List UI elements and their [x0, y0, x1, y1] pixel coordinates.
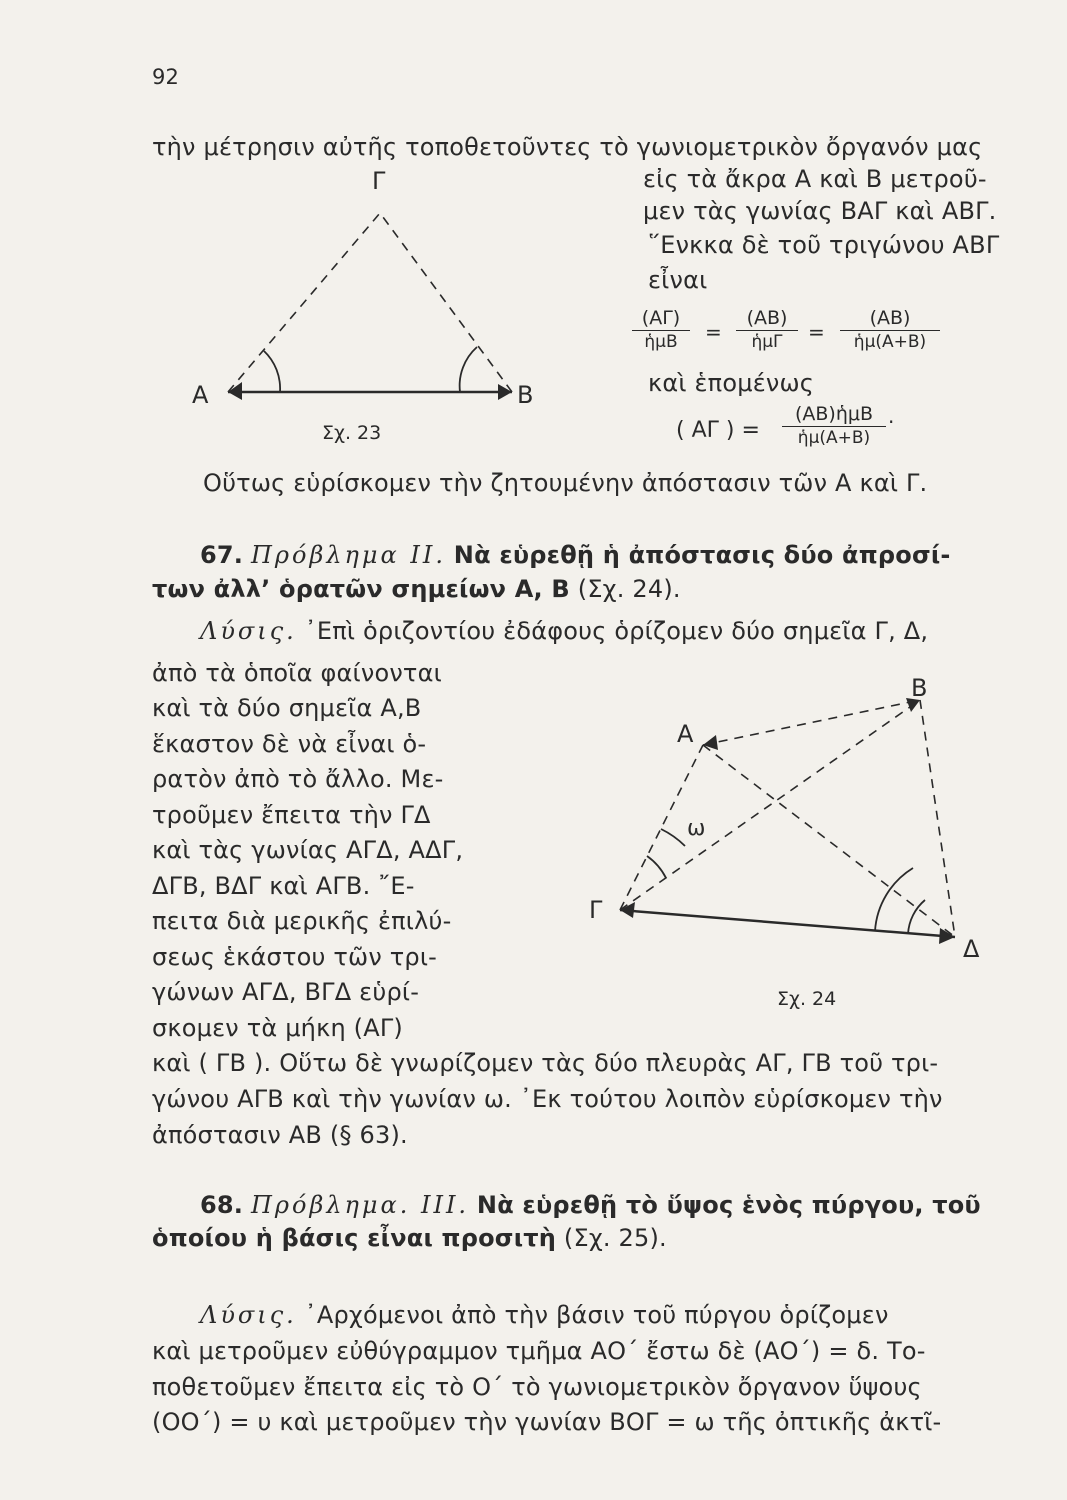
denominator: ἡμ(Α+Β) [797, 428, 871, 448]
paragraph-line: γώνων ΑΓΔ, ΒΓΔ εὑρί- [152, 978, 420, 1006]
numerator: (ΑΒ)ἡμΒ [782, 402, 886, 427]
point-label-g: Γ [589, 896, 603, 924]
problem-title: Νὰ εὑρεθῇ ἡ ἀπόστασις δύο ἀπροσί- [453, 541, 951, 569]
denominator: ἡμΒ [644, 332, 678, 352]
arrow-head-a [703, 735, 718, 750]
numerator: (ΑΓ) [632, 306, 690, 331]
paragraph-line: σκομεν τὰ μήκη (ΑΓ) [152, 1014, 403, 1042]
vertex-label-gamma: Γ [372, 167, 386, 195]
paragraph-line: καὶ ἑπομένως [648, 369, 815, 397]
fraction [736, 306, 798, 353]
paragraph-line: σεως ἑκάστου τῶν τρι- [152, 943, 438, 971]
angle-arc-b [460, 347, 477, 392]
arrow-head-b [498, 384, 512, 400]
paragraph-line: ρατὸν ἀπὸ τὸ ἄλλο. Με- [152, 765, 444, 793]
paragraph-line: ποθετοῦμεν ἔπειτα εἰς τὸ Ο΄ τὸ γωνιομετρικὸν ὄργανον ὕψους [152, 1373, 922, 1401]
paragraph-line: γώνου ΑΓΒ καὶ τὴν γωνίαν ω. ᾿Εκ τούτου λοιπὸν εὑρίσκομεν τὴν [152, 1085, 943, 1113]
angle-arc-d-outer [875, 868, 913, 931]
figure-caption: Σχ. 24 [777, 988, 837, 1010]
arrow-head-a [228, 382, 242, 400]
vertex-label-b: Β [517, 381, 534, 409]
figure-23 [180, 165, 560, 450]
paragraph-line: μεν τὰς γωνίας ΒΑΓ καὶ ΑΒΓ. [643, 197, 997, 225]
paragraph-line: Οὕτως εὑρίσκομεν τὴν ζητουμένην ἀπόστασιν τῶν Α καὶ Γ. [203, 469, 928, 497]
equation-lhs: ( ΑΓ ) = [676, 418, 760, 443]
denominator: ἡμ(Α+Β) [853, 332, 927, 352]
numerator: (ΑΒ) [840, 306, 940, 331]
point-label-a: Α [677, 720, 694, 748]
base-line-gd [620, 910, 955, 937]
vertex-label-a: Α [192, 381, 209, 409]
dashed-side-ag [228, 213, 380, 392]
paragraph-line: καὶ τὰς γωνίας ΑΓΔ, ΑΔΓ, [152, 836, 464, 864]
problem-heading [200, 540, 951, 570]
fraction [782, 402, 886, 449]
figure-caption: Σχ. 23 [322, 422, 382, 444]
paragraph-line: ῞Ενκκα δὲ τοῦ τριγώνου ΑΒΓ [648, 231, 1000, 259]
paragraph-line: πειτα διὰ μερικῆς ἐπιλύ- [152, 907, 452, 935]
point-label-d: Δ [963, 935, 980, 963]
problem-label: Πρόβλημα. ΙΙΙ. [250, 1191, 470, 1219]
paragraph-line: ἀπὸ τὰ ὁποῖα φαίνονται [152, 659, 442, 687]
solution-label: Λύσις. [200, 617, 297, 645]
paragraph-line: καὶ τὰ δύο σημεῖα Α,Β [152, 694, 422, 722]
paragraph-line: τροῦμεν ἔπειτα τὴν ΓΔ [152, 801, 431, 829]
equals-sign: = [705, 320, 722, 344]
problem-heading-cont [152, 574, 681, 604]
angle-arc-gamma [647, 856, 666, 878]
paragraph-line: (ΟΟ΄) = υ καὶ μετροῦμεν τὴν γωνίαν ΒΟΓ = ω τῆς ὀπτικῆς ἀκτῖ- [152, 1408, 942, 1436]
paragraph-line: ΔΓΒ, ΒΔΓ καὶ ΑΓΒ. ῎Ε- [152, 872, 415, 900]
dashed-line-bd [920, 700, 955, 937]
numerator: (ΑΒ) [736, 306, 798, 331]
solution-text: ᾿Επὶ ὁριζοντίου ἐδάφους ὁρίζομεν δύο σημεῖα Γ, Δ, [304, 617, 929, 645]
paragraph-line: ἕκαστον δὲ νὰ εἶναι ὁ- [152, 730, 427, 758]
solution-label: Λύσις. [200, 1301, 297, 1329]
paragraph-line: καὶ μετροῦμεν εὐθύγραμμον τμῆμα ΑΟ΄ ἔστω δὲ (ΑΟ΄) = δ. Το- [152, 1337, 926, 1365]
problem-title: των ἀλλ’ ὁρατῶν σημείων Α, Β [152, 575, 570, 603]
equals-sign: = [808, 320, 825, 344]
period: . [888, 404, 895, 428]
fraction [632, 306, 690, 353]
angle-label-omega: ω [687, 816, 706, 841]
denominator: ἡμΓ [751, 332, 783, 352]
page-number: 92 [152, 65, 180, 89]
fraction [840, 306, 940, 353]
angle-arc-a [264, 351, 280, 392]
point-label-b: Β [911, 674, 928, 702]
figure-24 [575, 660, 1015, 1020]
solution-line [200, 616, 928, 646]
problem-number: 67. [200, 541, 244, 569]
angle-arc-d-inner [908, 900, 925, 934]
paragraph-line: ἀπόστασιν ΑΒ (§ 63). [152, 1121, 408, 1149]
solution-text: ᾿Αρχόμενοι ἀπὸ τὴν βάσιν τοῦ πύργου ὁρίζομεν [304, 1301, 889, 1329]
paragraph-line: εἶναι [648, 266, 708, 294]
figure-reference: (Σχ. 25). [563, 1224, 667, 1252]
angle-arc-omega [661, 829, 685, 846]
dashed-side-bg [380, 213, 512, 392]
problem-heading [200, 1190, 981, 1220]
problem-title: ὁποίου ἡ βάσις εἶναι προσιτὴ [152, 1224, 557, 1252]
figure-reference: (Σχ. 24). [577, 575, 681, 603]
paragraph-line: εἰς τὰ ἄκρα Α καὶ Β μετροῦ- [643, 165, 987, 193]
problem-number: 68. [200, 1191, 244, 1219]
solution-line [200, 1300, 889, 1330]
problem-title: Νὰ εὑρεθῇ τὸ ὕψος ἑνὸς πύργου, τοῦ [476, 1191, 981, 1219]
paragraph-line: καὶ ( ΓΒ ). Οὕτω δὲ γνωρίζομεν τὰς δύο πλευρὰς ΑΓ, ΓΒ τοῦ τρι- [152, 1049, 939, 1077]
problem-label: Πρόβλημα ΙΙ. [250, 541, 446, 569]
paragraph-line: τὴν μέτρησιν αὐτῆς τοποθετοῦντες τὸ γωνιομετρικὸν ὄργανόν μας [152, 133, 983, 161]
problem-heading-cont [152, 1223, 667, 1253]
